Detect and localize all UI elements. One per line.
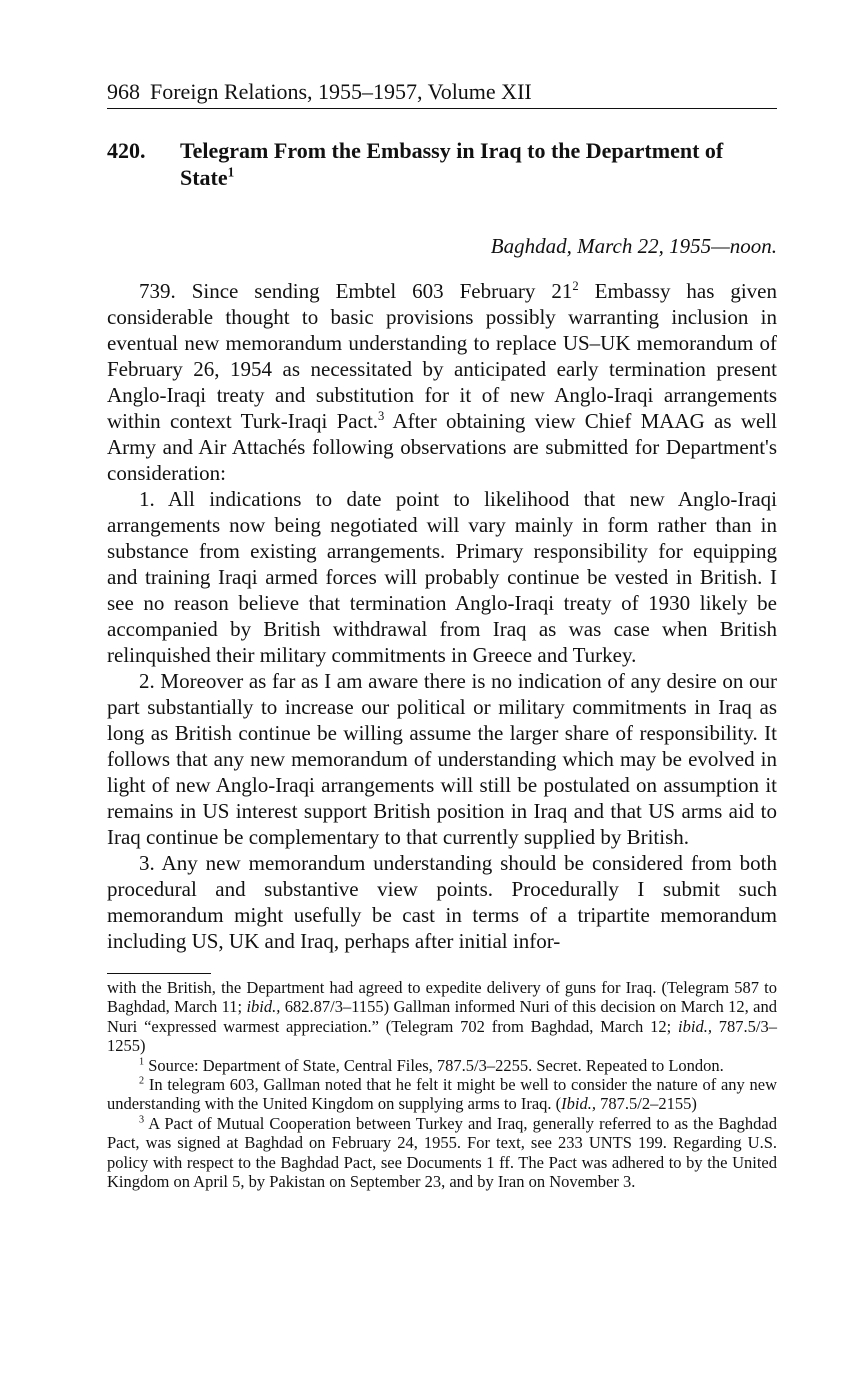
document-number: 420. bbox=[107, 138, 146, 163]
footnote-marker: 2 bbox=[139, 1075, 145, 1087]
page-number: 968 bbox=[107, 79, 140, 104]
body-paragraph-point-2: 2. Moreover as far as I am aware there is no indication of any desire on our part substantially to increase our political or military commitments in Iraq as long as British continue be willing assume the larger share of responsibility. It follows that any new memorandum of understanding which may be evolved in light of new Anglo-Iraqi arrangements will still be postulated on assumption it remains in US interest support British position in Iraq and that US arms aid to Iraq continue be complementary to that currently supplied by British. bbox=[107, 669, 777, 849]
footnote-2 bbox=[107, 1075, 777, 1114]
publication-title: Foreign Relations, 1955–1957, Volume XII bbox=[150, 79, 532, 104]
footnote-marker: 1 bbox=[139, 1056, 145, 1068]
telegram-body bbox=[107, 278, 777, 954]
footnote-ref-1[interactable]: 1 bbox=[227, 164, 235, 180]
body-text-segment: 739. Since sending Embtel 603 February 21 bbox=[139, 279, 573, 303]
body-paragraph-intro bbox=[107, 278, 777, 486]
ibid-italic: Ibid., bbox=[561, 1094, 596, 1114]
body-text-segment: Embassy has given considerable thought to basic provisions possibly warranting inclusion in eventual new memorandum understanding to replace US–UK memorandum of February 26, 1954 as necessitated by anticipated early termination present Anglo-Iraqi treaty and substitution for it of new Anglo-Iraqi arrangements within context Turk-Iraqi Pact. bbox=[107, 279, 777, 433]
footnote-text: A Pact of Mutual Cooperation between Turkey and Iraq, generally referred to as the Baghdad Pact, was signed at Baghdad on February 24, 1955. For text, see 233 UNTS 199. Regarding U.S. policy with respect to the Baghdad Pact, see Documents 1 ff. The Pact was adhered to by the United Kingdom on April 5, by Pakistan on September 23, and by Iran on November 3. bbox=[107, 1113, 777, 1192]
footnote-carryover bbox=[107, 978, 777, 1056]
footnote-divider bbox=[107, 973, 211, 974]
dateline: Baghdad, March 22, 1955—noon. bbox=[490, 234, 777, 258]
footnotes bbox=[107, 978, 777, 1191]
footnote-ref-2[interactable]: 2 bbox=[572, 279, 579, 293]
footnote-text: In telegram 603, Gallman noted that he felt it might be well to consider the nature of any new understanding with the United Kingdom on supplying arms to Iraq. ( bbox=[107, 1075, 777, 1114]
footnote-3 bbox=[107, 1114, 777, 1192]
footnote-ref-3[interactable]: 3 bbox=[378, 409, 385, 423]
page bbox=[107, 78, 777, 1191]
ibid-italic: ibid., bbox=[246, 997, 281, 1017]
ibid-italic: ibid., bbox=[678, 1016, 712, 1036]
footnote-text: Source: Department of State, Central Files, 787.5/3–2255. Secret. Repeated to London. bbox=[144, 1055, 724, 1075]
footnote-1 bbox=[107, 1056, 777, 1075]
document-title-block bbox=[180, 137, 777, 191]
footnote-text: 787.5/2–2155) bbox=[596, 1094, 697, 1114]
footnote-text: 787.5/3–1255) bbox=[107, 1016, 777, 1056]
footnote-text: 682.87/3–1155) Gallman informed Nuri of this decision on March 12, and Nuri “expressed warmest appreciation.” (Telegram 702 from Baghdad, March 12; bbox=[107, 997, 778, 1036]
footnote-text: with the British, the Department had agreed to expedite delivery of guns for Iraq. (Telegram 587 to Baghdad, March 11; bbox=[107, 978, 777, 1017]
running-head bbox=[107, 78, 777, 109]
document-title: Telegram From the Embassy in Iraq to the Department of State bbox=[180, 138, 724, 190]
body-text-segment: After obtaining view Chief MAAG as well Army and Air Attachés following observations are submitted for Department's consideration: bbox=[107, 409, 777, 485]
body-paragraph-point-3: 3. Any new memorandum understanding should be considered from both procedural and substantive view points. Procedurally I submit such memorandum might usefully be cast in terms of a tripartite memorandum including US, UK and Iraq, perhaps after initial infor- bbox=[107, 851, 777, 953]
document-heading bbox=[107, 137, 777, 191]
footnote-marker: 3 bbox=[139, 1114, 145, 1126]
body-paragraph-point-1: 1. All indications to date point to likelihood that new Anglo-Iraqi arrangements now being negotiated will vary mainly in form rather than in substance from existing arrangements. Primary responsibility for equipping and training Iraqi armed forces will probably continue be vested in British. I see no reason believe that termination Anglo-Iraqi treaty of 1930 likely be accompanied by British withdrawal from Iraq as was case when British relinquished their military commitments in Greece and Turkey. bbox=[107, 487, 777, 667]
